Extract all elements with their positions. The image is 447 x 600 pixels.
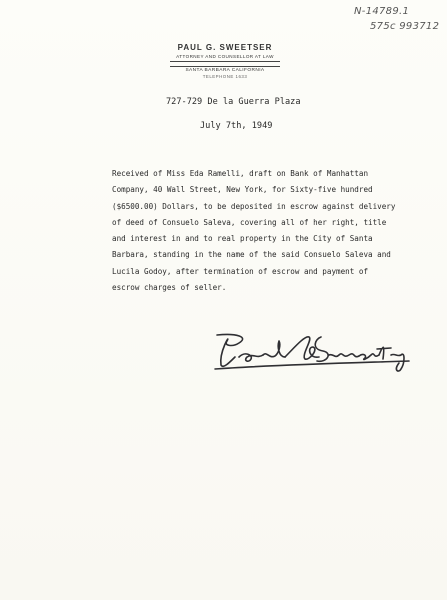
letterhead-title: ATTORNEY AND COUNSELLOR AT LAW (176, 54, 274, 59)
body-line: escrow charges of seller. (112, 283, 227, 293)
letterhead (150, 43, 300, 79)
letterhead-name: PAUL G. SWEETSER (177, 43, 273, 52)
body-line: of deed of Consuelo Saleva, covering all of her right, title (112, 217, 387, 227)
body-line: Lucila Godoy, after termination of escrow and payment of (112, 266, 369, 276)
letterhead-telephone: TELEPHONE 1633 (202, 74, 248, 79)
letterhead-city: SANTA BARBARA CALIFORNIA (185, 68, 265, 73)
handwritten-signature (209, 329, 419, 375)
body-line: Barbara, standing in the name of the said Consuelo Saleva and (112, 250, 391, 260)
body-line: and interest in and to real property in the City of Santa (112, 234, 373, 244)
letter-date: July 7th, 1949 (200, 121, 273, 131)
body-line: Received of Miss Eda Ramelli, draft on Bank of Manhattan (112, 169, 369, 178)
catalog-annotation: 575c 993712 (370, 21, 440, 32)
letterhead-rule (170, 61, 280, 67)
body-line: ($6500.00) Dollars, to be deposited in escrow against delivery (112, 201, 396, 211)
letter-body (112, 166, 442, 296)
catalog-annotation: N-14789.1 (354, 6, 410, 17)
body-line: Company, 40 Wall Street, New York, for Sixty-five hundred (112, 185, 373, 195)
street-address: 727-729 De la Guerra Plaza (166, 97, 301, 107)
